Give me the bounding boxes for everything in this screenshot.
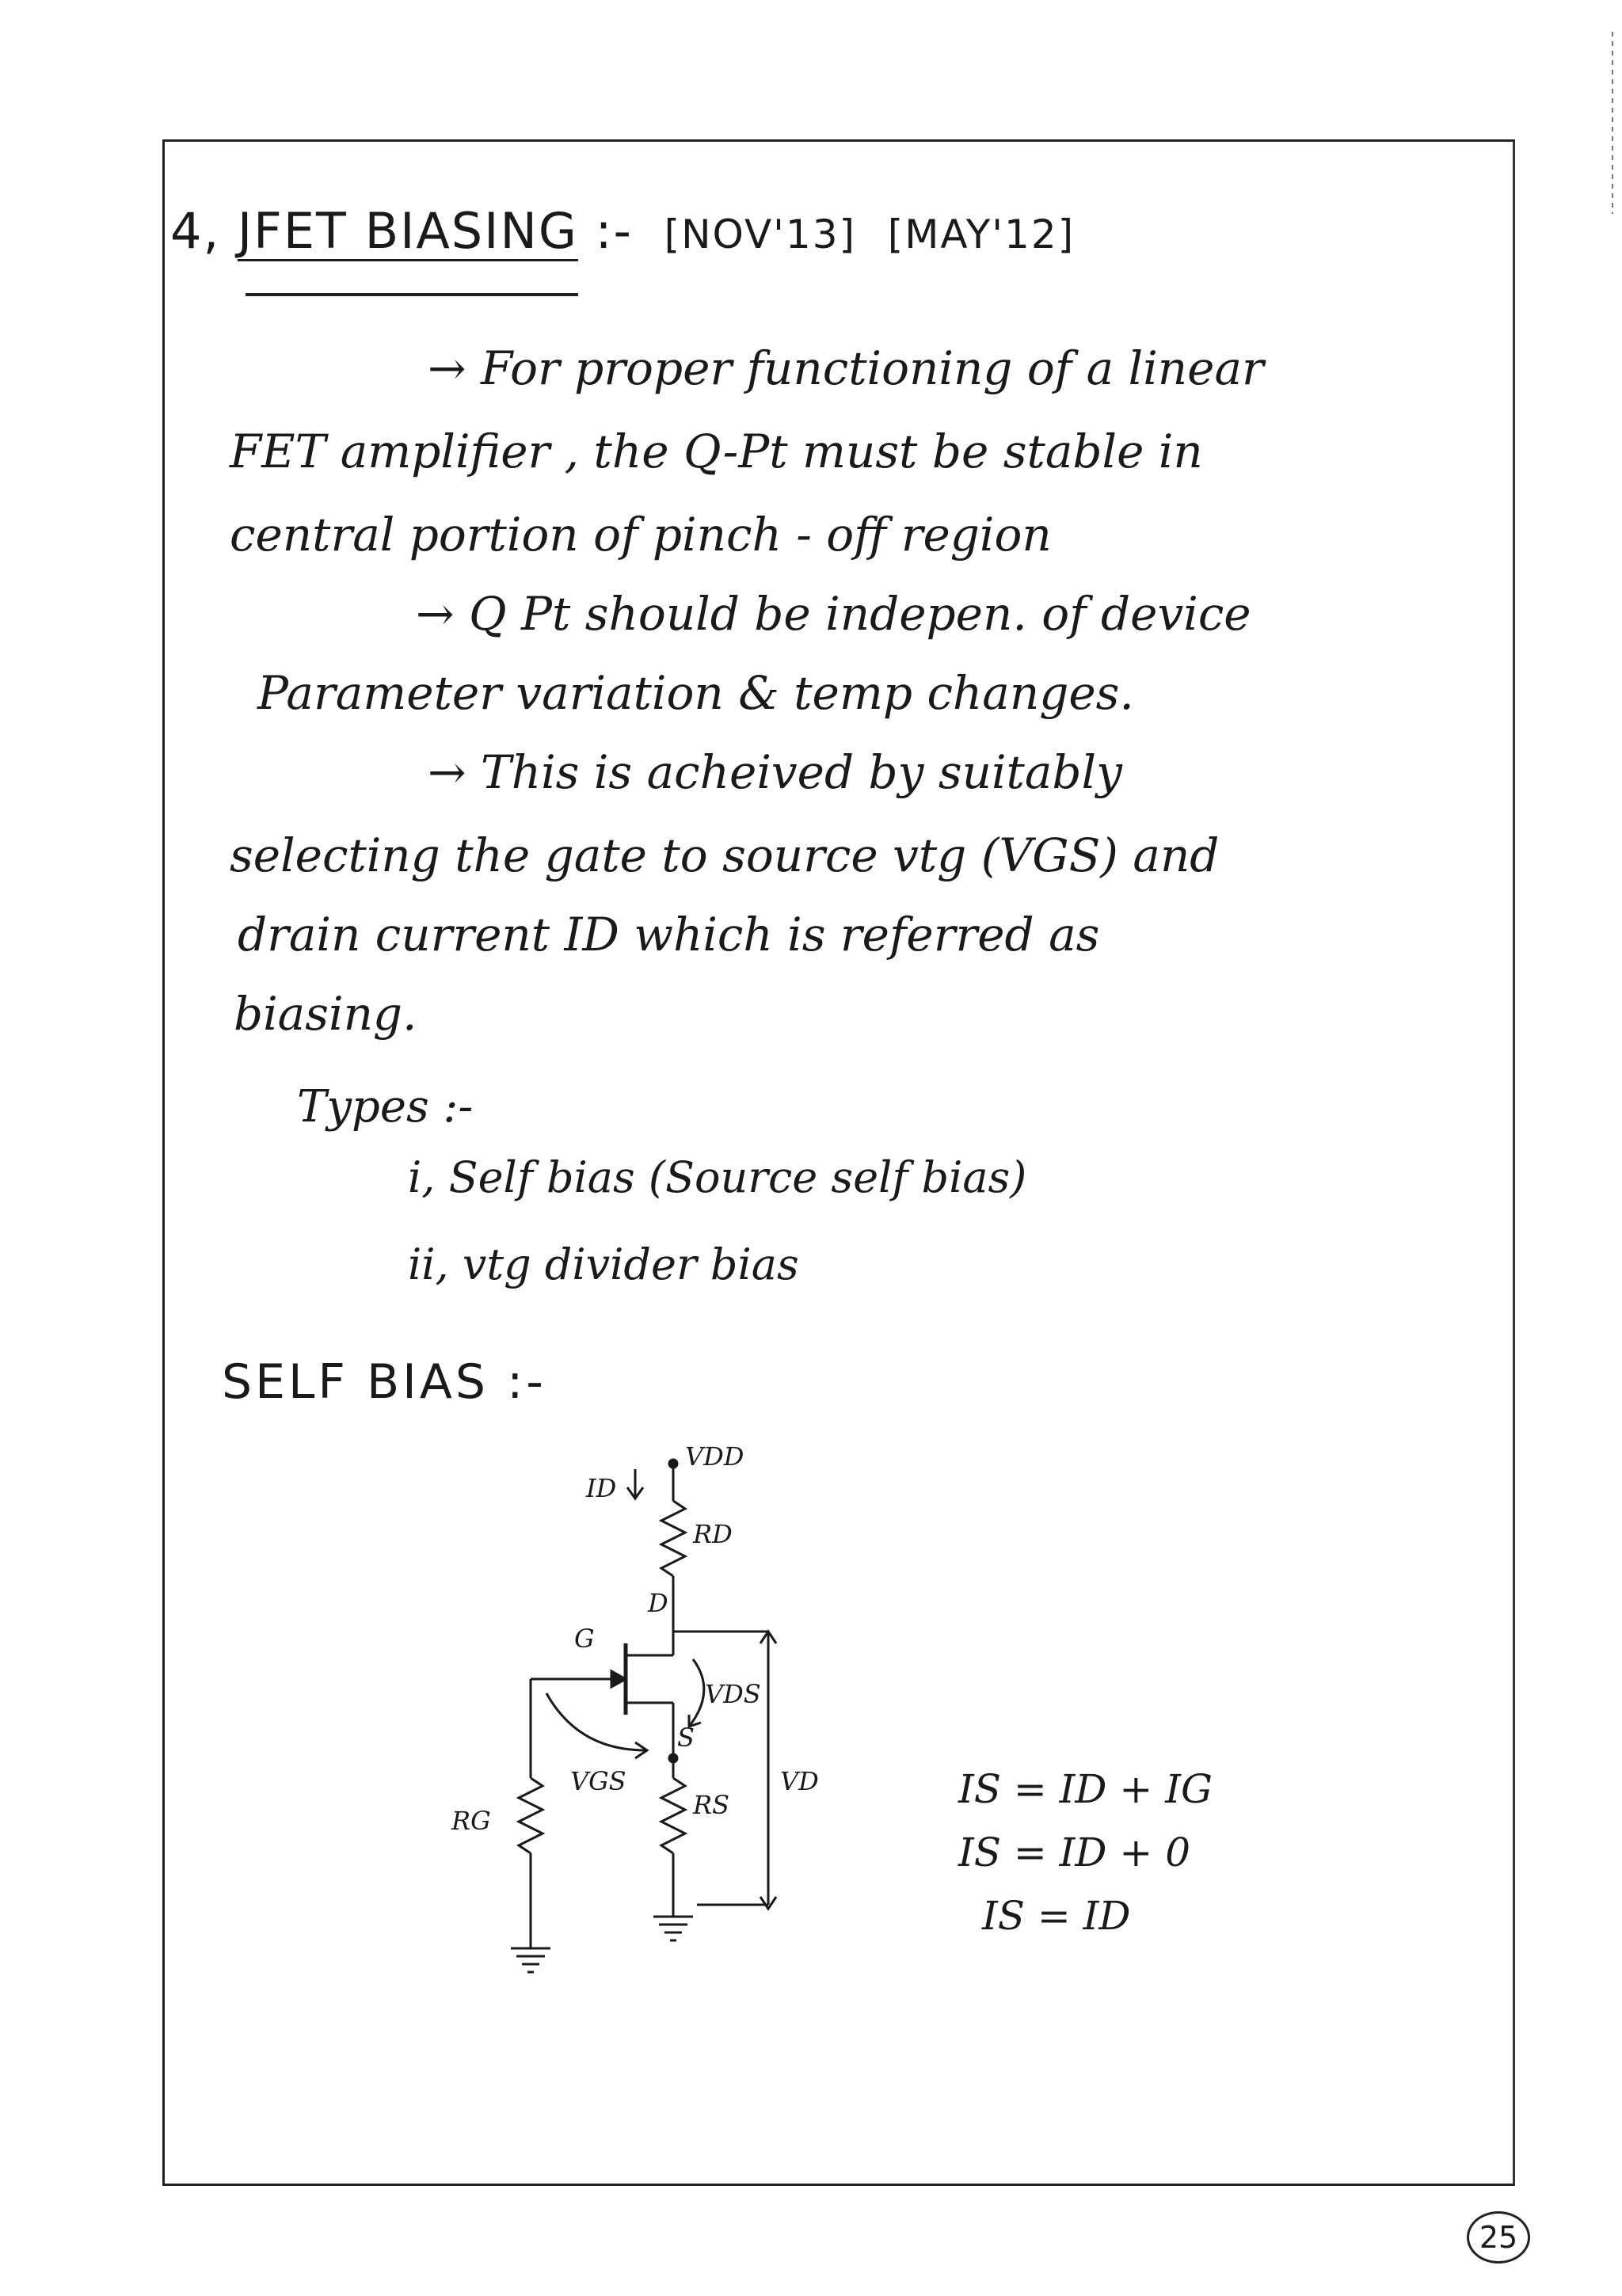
scan-edge-mark [1612,32,1613,214]
drain-label: D [648,1588,668,1618]
para1-line1: → For proper functioning of a linear [428,341,1264,395]
types-item-vtg-divider: ii, vtg divider bias [408,1239,799,1289]
self-bias-circuit [428,1441,855,1996]
types-title: Types :- [297,1081,474,1133]
vds-label: VDS [705,1679,761,1709]
rs-resistor [661,1778,685,1853]
rd-label: RD [693,1519,733,1549]
page-number: 25 [1467,2211,1530,2264]
source-label: S [677,1723,695,1753]
para2-line2: Parameter variation & temp changes. [257,666,1134,720]
rg-label: RG [451,1806,491,1836]
equation-3: IS = ID [982,1893,1131,1939]
equation-1: IS = ID + IG [958,1766,1213,1812]
section-title: JFET BIASING [237,202,578,260]
rs-label: RS [693,1790,730,1820]
vdd-terminal [669,1460,677,1468]
para1-line2: FET amplifier , the Q-Pt must be stable in [230,425,1203,478]
self-bias-heading: SELF BIAS :- [222,1354,546,1410]
rd-resistor [661,1501,685,1576]
heading-separator: :- [595,202,633,260]
para2-line1: → Q Pt should be indepen. of device [416,587,1251,641]
para3-line4: biasing. [234,987,417,1041]
id-label: ID [586,1473,617,1503]
heading-double-underline [246,293,578,296]
vds-arrow [689,1659,704,1727]
para3-line1: → This is acheived by suitably [428,745,1122,799]
section-number: 4, [170,202,221,260]
gate-label: G [574,1624,595,1654]
section-heading [170,202,1075,260]
para3-line3: drain current ID which is referred as [238,908,1100,961]
rg-resistor [519,1778,543,1853]
para3-line2: selecting the gate to source vtg (VGS) and [230,828,1220,882]
exam-tag-may12: [MAY'12] [887,211,1076,257]
types-item-self-bias: i, Self bias (Source self bias) [408,1152,1027,1202]
para1-line3: central portion of pinch - off region [230,508,1052,562]
vgs-label: VGS [570,1766,626,1796]
exam-tag-nov13: [NOV'13] [664,211,857,257]
vd-label: VD [780,1766,819,1796]
vdd-label: VDD [685,1441,744,1472]
source-node [669,1754,677,1762]
equation-2: IS = ID + 0 [958,1830,1191,1875]
